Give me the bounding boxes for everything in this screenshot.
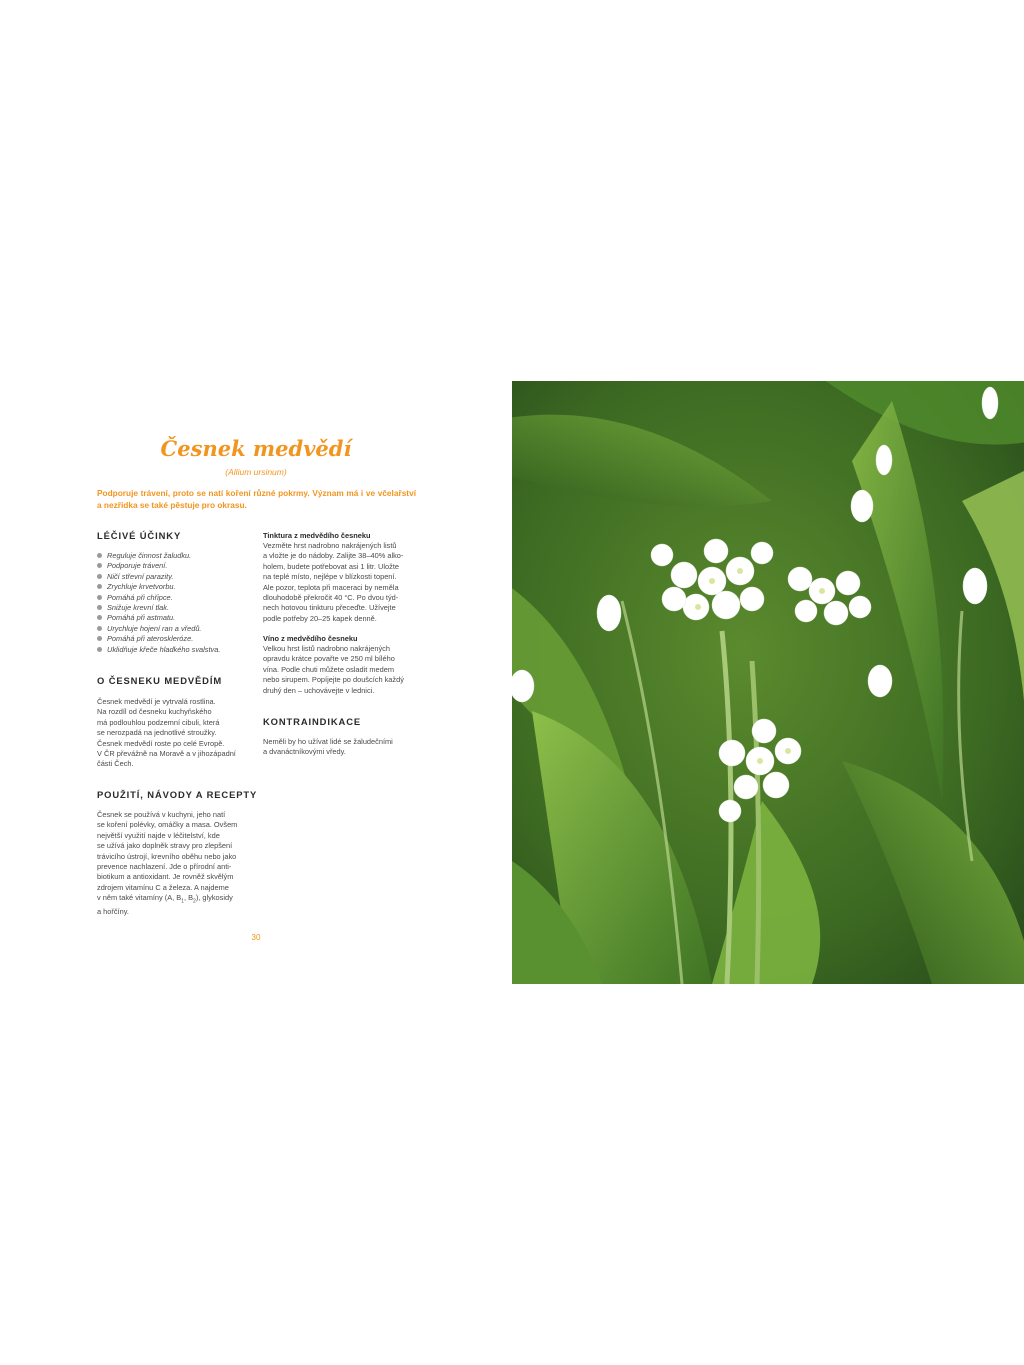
bullet-icon: [97, 563, 102, 568]
effects-heading: LÉČIVÉ ÚČINKY: [97, 530, 182, 541]
bullet-icon: [97, 595, 102, 600]
bullet-icon: [97, 553, 102, 558]
list-item: Reguluje činnost žaludku.: [97, 551, 257, 561]
bullet-icon: [97, 647, 102, 652]
list-item: Snižuje krevní tlak.: [97, 603, 257, 613]
about-heading: O ČESNEKU MEDVĚDÍM: [97, 675, 223, 686]
intro-text: Podporuje trávení, proto se natí koření různé pokrmy. Význam má i ve včelařství a nezřídka se také pěstuje pro okrasu.: [97, 488, 416, 510]
list-item: Pomáhá při chřipce.: [97, 593, 257, 603]
list-item: Pomáhá při astmatu.: [97, 613, 257, 623]
usage-heading: POUŽITÍ, NÁVODY A RECEPTY: [97, 789, 258, 800]
bullet-icon: [97, 605, 102, 610]
list-item: Uklidňuje křeče hladkého svalstva.: [97, 645, 257, 655]
wine-text: Velkou hrst listů nadrobno nakrájených opravdu krátce povařte ve 250 ml bílého vína. Podle chuti můžete osladit medem nebo sirupem. Popíjejte po doušcích každý druhý den – uchovávejte v lednici.: [263, 644, 404, 695]
page-title: Česnek medvědí: [160, 436, 352, 461]
bullet-icon: [97, 574, 102, 579]
wild-garlic-flower-photo: [512, 381, 1024, 984]
bullet-icon: [97, 584, 102, 589]
page-number: 30: [251, 933, 261, 942]
tincture-heading: Tinktura z medvědího česneku: [263, 531, 371, 540]
bullet-icon: [97, 626, 102, 631]
effects-list: [97, 551, 257, 655]
list-item: Urychluje hojení ran a vředů.: [97, 624, 257, 634]
about-text: Česnek medvědí je vytrvalá rostlina. Na rozdíl od česneku kuchyňského má podlouhlou podzemní cibuli, která se nerozpadá na jednotlivé stroužky. Česnek medvědí roste po celé Evropě. V ČR převážně na Moravě a v jihozápadní části Čech.: [97, 697, 236, 769]
usage-text: Česnek se používá v kuchyni, jeho natí se koření polévky, omáčky a masa. Ovšem největší využití najde v léčitelství, kde se užívá jako doplněk stravy pro zlepšení trávicího ústrojí, krevního oběhu nebo jako prevence nachlazení. Jde o přírodní anti- biotikum a antioxidant. Je rovněž skvělým zdrojem vitamínu C a železa. A najdeme v něm také vitamíny (A, $B_1$, $B_2$), glykosidy a hořčíny.: [97, 810, 238, 917]
contraindications-heading: KONTRAINDIKACE: [263, 716, 362, 727]
bullet-icon: [97, 615, 102, 620]
wine-heading: Víno z medvědího česneku: [263, 634, 358, 643]
contraindications-text: Neměli by ho užívat lidé se žaludečními a dvanáctníkovými vředy.: [263, 737, 393, 757]
tincture-text: Vezměte hrst nadrobno nakrájených listů a vložte je do nádoby. Zalijte 38–40% alko- holem, budete potřebovat asi 1 litr. Uložte na teplé místo, nejlépe v blízkosti topení. Ale pozor, teplota při maceraci by neměla dlouhodobě překročit 40 °C. Po dvou týd- nech hotovou tinkturu přeceďte. Užívejte podle potřeby 20–25 kapek denně.: [263, 541, 404, 623]
bullet-icon: [97, 636, 102, 641]
list-item: Zrychluje krvetvorbu.: [97, 582, 257, 592]
list-item: Pomáhá při ateroskleróze.: [97, 634, 257, 644]
list-item: Ničí střevní parazity.: [97, 572, 257, 582]
list-item: Podporuje trávení.: [97, 561, 257, 571]
latin-name: (Allium ursinum): [225, 467, 287, 477]
